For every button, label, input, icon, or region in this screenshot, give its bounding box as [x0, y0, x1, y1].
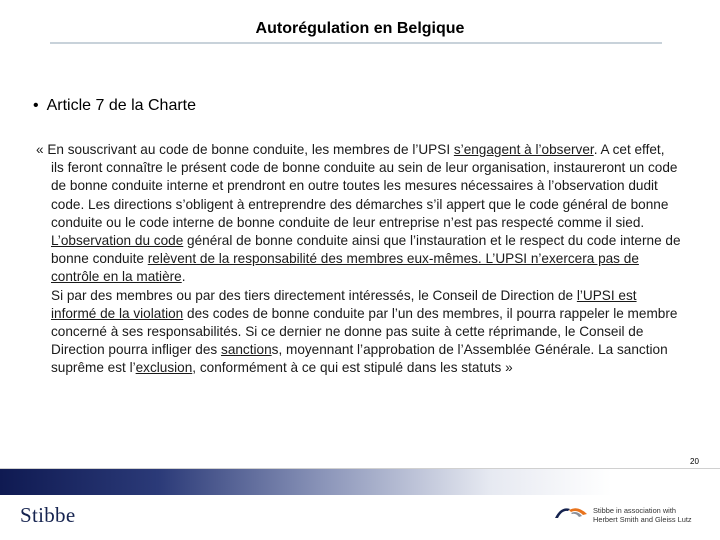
slide-title: Autorégulation en Belgique [255, 20, 465, 37]
quote-paragraph-1 [36, 141, 681, 232]
quote-text: . A cet effet, ils feront connaître le présent code de bonne conduite au sein de leur organisation, instaureront un code de bonne conduite interne et prendront en outre toutes les mesures nécessaires à l’observation dudit code. Les directions s’obligent à entreprendre des démarches s’il appert que le code général de bonne conduite ou le code interne de bonne conduite de leur entreprise n’est pas respecté comme il sied. [51, 142, 678, 230]
quote-text: des codes de bonne conduite par l’un des membres, il pourra rappeler le membre concerné à ses responsabilités. Si ce dernier ne donne pas suite à cette réprimande, le Conseil de Direction pourra infliger des [51, 305, 678, 358]
footer-gradient-band [0, 469, 720, 495]
bullet-mark: • [33, 97, 39, 114]
quote-paragraph-3 [36, 287, 681, 378]
association-text [593, 506, 692, 524]
quote-text: Si par des membres ou par des tiers directement intéressés, le Conseil de Direction de [51, 287, 577, 303]
quote-underlined-text: relèvent de la responsabilité des membres eux-mêmes. L’UPSI n’exercera pas de contrôle en la matière [51, 251, 639, 285]
quote-text: . [181, 269, 186, 285]
association-line-1: Stibbe in association with [593, 506, 676, 515]
title-underline-rule [50, 42, 662, 44]
quote-underlined-text: l’UPSI est informé de la violation [51, 287, 637, 321]
charter-quote [36, 141, 681, 378]
page-number: 20 [690, 457, 699, 466]
quote-text: s, moyennant l’approbation de l’Assemblée Générale. La sanction suprême est l’ [51, 342, 668, 376]
quote-text: général de bonne conduite ainsi que l’instauration et le respect du code interne de bonne conduite [51, 233, 681, 267]
quote-paragraph-2 [36, 232, 681, 287]
arc-logo-icon [553, 505, 589, 519]
article-bullet [33, 97, 196, 115]
quote-underlined-text: sanction [221, 342, 272, 358]
association-line-2: Herbert Smith and Gleiss Lutz [593, 515, 692, 524]
article-heading: Article 7 de la Charte [46, 97, 197, 114]
quote-underlined-text: s’engagent à l’observer [453, 142, 594, 157]
association-logo [553, 505, 713, 535]
quote-underlined-text: L’observation du code [51, 233, 184, 249]
quote-text: , conformément à ce qui est stipulé dans les statuts » [192, 360, 513, 376]
quote-underlined-text: exclusion [135, 360, 193, 376]
stibbe-logo: Stibbe [20, 503, 76, 527]
quote-text: « En souscrivant au code de bonne conduite, les membres de l’UPSI [36, 142, 454, 157]
